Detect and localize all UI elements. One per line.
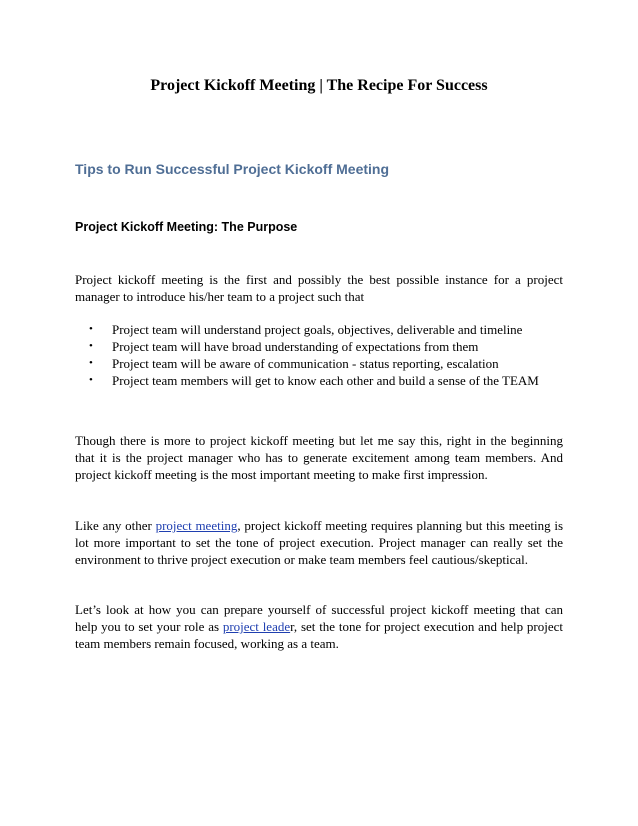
preparation-paragraph xyxy=(75,601,563,652)
bullet-text: Project team will understand project goals, objectives, deliverable and timeline xyxy=(112,322,523,337)
bullet-icon: • xyxy=(89,340,93,352)
bullet-text: Project team will be aware of communication - status reporting, escalation xyxy=(112,356,499,371)
list-item xyxy=(75,355,563,372)
preparation-text-end: r, set the tone for project execution and help project team members remain focused, working as a team. xyxy=(75,619,563,651)
list-item xyxy=(75,372,563,389)
bullet-text: Project team will have broad understanding of expectations from them xyxy=(112,339,479,354)
planning-paragraph xyxy=(75,517,563,568)
intro-paragraph: Project kickoff meeting is the first and possibly the best possible instance for a project manager to introduce his/her team to a project such that xyxy=(75,272,563,304)
excitement-paragraph: Though there is more to project kickoff meeting but let me say this, right in the beginning that it is the project manager who has to generate excitement among team members. And project kickoff meeting is the most important meeting to make first impression. xyxy=(75,433,563,482)
bullet-icon: • xyxy=(89,323,93,335)
planning-text-end: , project kickoff meeting requires planning but this meeting is lot more important to set the tone of project execution. Project manager can really set the environment to thrive project execution or make team members feel cautious/skeptical. xyxy=(75,518,564,567)
preparation-text-start: Let’s look at how you can prepare yourself of successful project kickoff meeting that can help you to set your role as xyxy=(75,602,563,634)
document-title: Project Kickoff Meeting | The Recipe For Success xyxy=(150,77,488,94)
project-leader-link[interactable]: project leade xyxy=(222,619,291,634)
bullet-text: Project team members will get to know each other and build a sense of the TEAM xyxy=(112,373,539,388)
list-item xyxy=(75,321,563,338)
bullet-icon: • xyxy=(89,374,93,386)
section-heading: Tips to Run Successful Project Kickoff Meeting xyxy=(75,161,390,177)
planning-text-start: Like any other xyxy=(75,518,156,533)
sub-heading-purpose: Project Kickoff Meeting: The Purpose xyxy=(75,220,298,234)
list-item xyxy=(75,338,563,355)
project-meeting-link[interactable]: project meeting xyxy=(155,518,238,533)
goals-bullet-list xyxy=(75,321,563,389)
bullet-icon: • xyxy=(89,357,93,369)
